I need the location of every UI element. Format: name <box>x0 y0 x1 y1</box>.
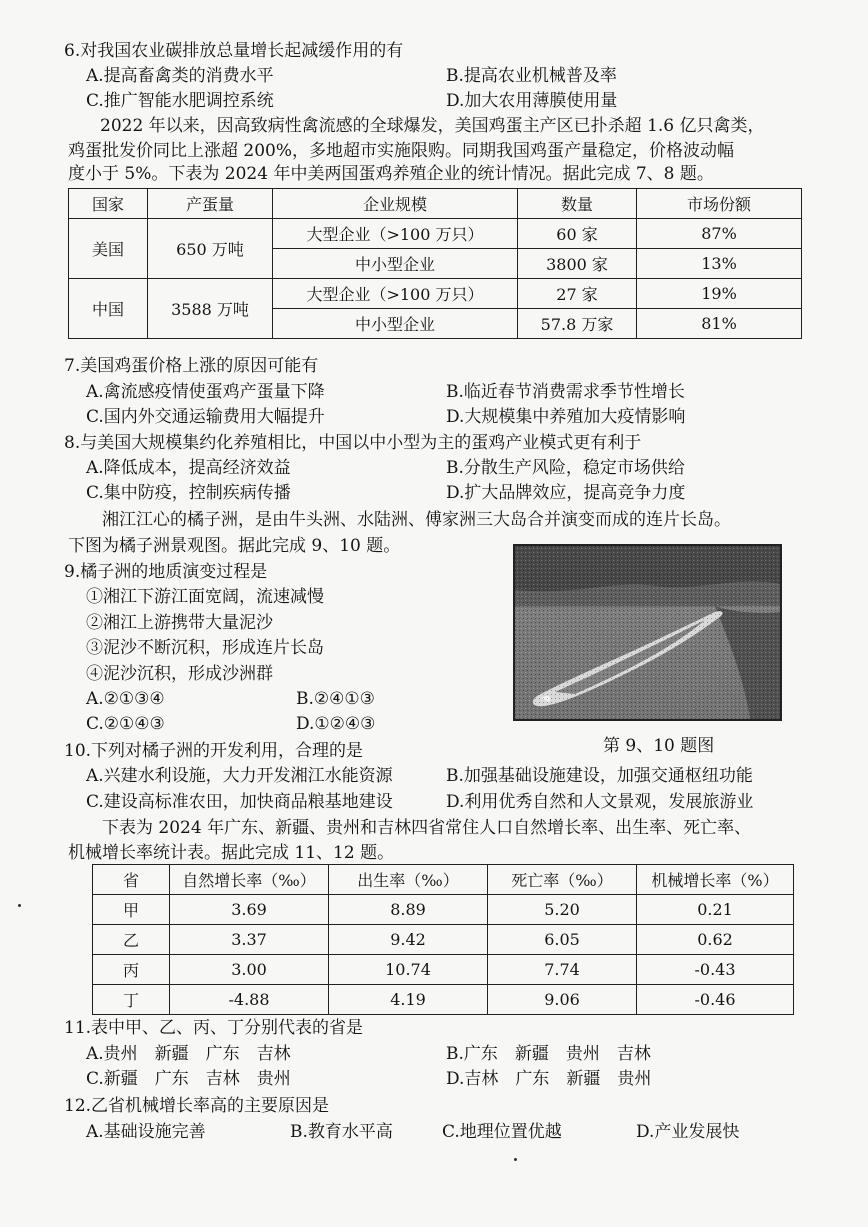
question-9-option-d: D.①②④③ <box>296 714 376 734</box>
scale-cell: 中小型企业 <box>273 309 518 339</box>
country-cell: 中国 <box>69 279 148 339</box>
table-header-cell: 国家 <box>69 189 148 219</box>
migration-rate-cell: 0.21 <box>637 895 794 925</box>
question-8-option-d: D.扩大品牌效应，提高竞争力度 <box>446 483 686 503</box>
question-9-option-a: A.②①③④ <box>86 689 165 709</box>
table-header-cell: 企业规模 <box>273 189 518 219</box>
question-10-option-b: B.加强基础设施建设，加强交通枢纽功能 <box>446 766 753 786</box>
migration-rate-cell: -0.46 <box>637 985 794 1015</box>
scale-cell: 大型企业（>100 万只） <box>273 219 518 249</box>
birth-rate-cell: 9.42 <box>329 925 488 955</box>
question-12-stem: 12.乙省机械增长率高的主要原因是 <box>64 1096 330 1116</box>
table-header-cell: 自然增长率（‰） <box>170 865 329 895</box>
table-header-cell: 产蛋量 <box>148 189 273 219</box>
question-10-option-d: D.利用优秀自然和人文景观，发展旅游业 <box>446 792 754 812</box>
share-cell: 81% <box>637 309 802 339</box>
intro-11-12-line-2: 机械增长率统计表。据此完成 11、12 题。 <box>68 843 395 863</box>
intro-9-10-line-2: 下图为橘子洲景观图。据此完成 9、10 题。 <box>68 536 401 556</box>
question-9-stem: 9.橘子洲的地质演变过程是 <box>64 562 268 582</box>
question-7-option-c: C.国内外交通运输费用大幅提升 <box>86 407 325 427</box>
question-12-option-d: D.产业发展快 <box>636 1122 740 1142</box>
natural-growth-cell: 3.37 <box>170 925 329 955</box>
juzizhou-island-photo <box>513 544 782 721</box>
intro-9-10-line-1: 湘江江心的橘子洲，是由牛头洲、水陆洲、傅家洲三大岛合并演变而成的连片长岛。 <box>102 510 731 530</box>
table-row <box>93 985 794 1015</box>
question-10-option-c: C.建设高标准农田，加快商品粮基地建设 <box>86 792 393 812</box>
question-12-option-c: C.地理位置优越 <box>442 1122 562 1142</box>
question-6-option-c: C.推广智能水肥调控系统 <box>86 91 274 111</box>
question-6-option-b: B.提高农业机械普及率 <box>446 66 617 86</box>
question-6-stem: 6.对我国农业碳排放总量增长起减缓作用的有 <box>64 41 404 61</box>
question-6-option-d: D.加大农用薄膜使用量 <box>446 91 618 111</box>
table-header-row <box>93 865 794 895</box>
natural-growth-cell: 3.00 <box>170 955 329 985</box>
question-8-stem: 8.与美国大规模集约化养殖相比，中国以中小型为主的蛋鸡产业模式更有利于 <box>64 433 642 453</box>
question-7-stem: 7.美国鸡蛋价格上涨的原因可能有 <box>64 356 319 376</box>
question-11-option-b: B.广东 新疆 贵州 吉林 <box>446 1044 651 1064</box>
question-11-option-a: A.贵州 新疆 广东 吉林 <box>86 1044 291 1064</box>
natural-growth-cell: -4.88 <box>170 985 329 1015</box>
table-header-cell: 省 <box>93 865 170 895</box>
birth-rate-cell: 8.89 <box>329 895 488 925</box>
count-cell: 27 家 <box>518 279 637 309</box>
scan-speck <box>18 904 21 907</box>
question-9-step-2: ②湘江上游携带大量泥沙 <box>86 613 273 633</box>
intro-7-8-line-1: 2022 年以来，因高致病性禽流感的全球爆发，美国鸡蛋主产区已扑杀超 1.6 亿只禽类， <box>100 116 765 136</box>
question-9-step-3: ③泥沙不断沉积，形成连片长岛 <box>86 638 324 658</box>
province-cell: 丁 <box>93 985 170 1015</box>
question-9-option-c: C.②①④③ <box>86 714 165 734</box>
province-cell: 乙 <box>93 925 170 955</box>
figure-caption: 第 9、10 题图 <box>603 736 715 756</box>
table-header-cell: 出生率（‰） <box>329 865 488 895</box>
migration-rate-cell: 0.62 <box>637 925 794 955</box>
intro-11-12-line-1: 下表为 2024 年广东、新疆、贵州和吉林四省常住人口自然增长率、出生率、死亡率、 <box>102 818 752 838</box>
intro-7-8-line-2: 鸡蛋批发价同比上涨超 200%，多地超市实施限购。同期我国鸡蛋产量稳定，价格波动幅 <box>68 141 735 161</box>
count-cell: 3800 家 <box>518 249 637 279</box>
share-cell: 87% <box>637 219 802 249</box>
question-10-option-a: A.兴建水利设施，大力开发湘江水能资源 <box>86 766 393 786</box>
table-header-cell: 数量 <box>518 189 637 219</box>
province-cell: 丙 <box>93 955 170 985</box>
death-rate-cell: 7.74 <box>488 955 637 985</box>
intro-7-8-line-3: 度小于 5%。下表为 2024 年中美两国蛋鸡养殖企业的统计情况。据此完成 7、8 题。 <box>68 164 714 184</box>
share-cell: 13% <box>637 249 802 279</box>
question-8-option-a: A.降低成本，提高经济效益 <box>86 458 291 478</box>
table-row <box>93 925 794 955</box>
question-7-option-b: B.临近春节消费需求季节性增长 <box>446 382 685 402</box>
table-header-cell: 机械增长率（%） <box>637 865 794 895</box>
question-12-option-b: B.教育水平高 <box>290 1122 393 1142</box>
question-11-option-d: D.吉林 广东 新疆 贵州 <box>446 1069 652 1089</box>
province-cell: 甲 <box>93 895 170 925</box>
migration-rate-cell: -0.43 <box>637 955 794 985</box>
question-6-option-a: A.提高畜禽类的消费水平 <box>86 66 274 86</box>
table-header-cell: 死亡率（‰） <box>488 865 637 895</box>
death-rate-cell: 9.06 <box>488 985 637 1015</box>
output-cell: 650 万吨 <box>148 219 273 279</box>
question-8-option-b: B.分散生产风险，稳定市场供给 <box>446 458 685 478</box>
table-row <box>93 955 794 985</box>
question-11-stem: 11.表中甲、乙、丙、丁分别代表的省是 <box>64 1018 364 1038</box>
question-7-option-d: D.大规模集中养殖加大疫情影响 <box>446 407 686 427</box>
table-row <box>69 279 802 309</box>
question-8-option-c: C.集中防疫，控制疾病传播 <box>86 483 291 503</box>
island-aerial-image <box>515 546 780 719</box>
population-table <box>92 864 794 1015</box>
count-cell: 57.8 万家 <box>518 309 637 339</box>
egg-industry-table <box>68 188 802 339</box>
question-9-step-1: ①湘江下游江面宽阔，流速减慢 <box>86 587 324 607</box>
country-cell: 美国 <box>69 219 148 279</box>
death-rate-cell: 5.20 <box>488 895 637 925</box>
question-11-option-c: C.新疆 广东 吉林 贵州 <box>86 1069 291 1089</box>
table-row <box>93 895 794 925</box>
share-cell: 19% <box>637 279 802 309</box>
natural-growth-cell: 3.69 <box>170 895 329 925</box>
count-cell: 60 家 <box>518 219 637 249</box>
question-10-stem: 10.下列对橘子洲的开发利用，合理的是 <box>64 741 364 761</box>
output-cell: 3588 万吨 <box>148 279 273 339</box>
question-12-option-a: A.基础设施完善 <box>86 1122 206 1142</box>
scale-cell: 大型企业（>100 万只） <box>273 279 518 309</box>
table-header-row <box>69 189 802 219</box>
scale-cell: 中小型企业 <box>273 249 518 279</box>
question-7-option-a: A.禽流感疫情使蛋鸡产蛋量下降 <box>86 382 325 402</box>
birth-rate-cell: 10.74 <box>329 955 488 985</box>
question-9-step-4: ④泥沙沉积，形成沙洲群 <box>86 664 273 684</box>
scan-speck <box>514 1158 517 1161</box>
table-row <box>69 219 802 249</box>
birth-rate-cell: 4.19 <box>329 985 488 1015</box>
death-rate-cell: 6.05 <box>488 925 637 955</box>
question-9-option-b: B.②④①③ <box>296 689 375 709</box>
table-header-cell: 市场份额 <box>637 189 802 219</box>
